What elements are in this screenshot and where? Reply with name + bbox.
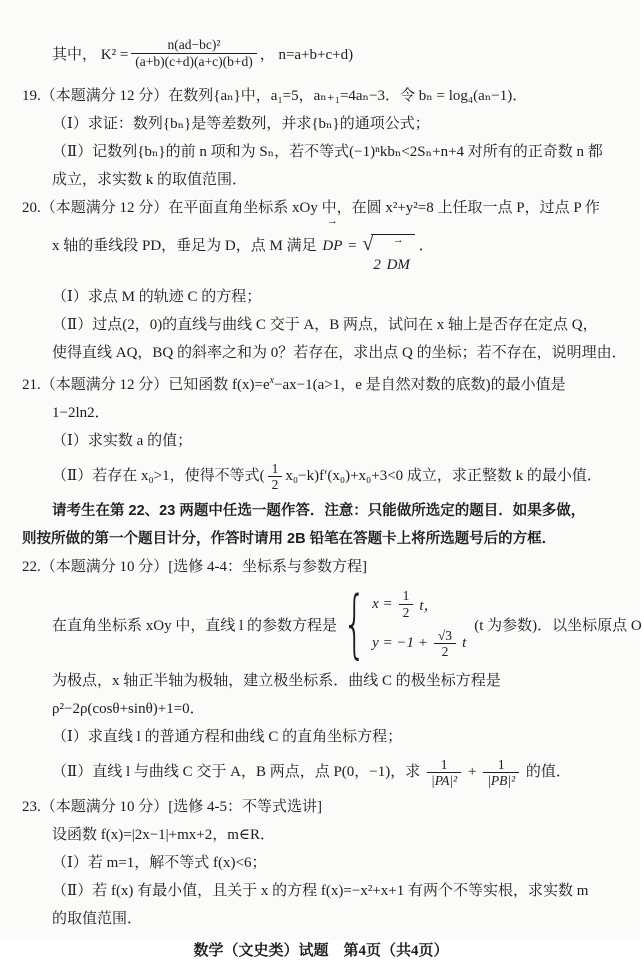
q20-part1: （Ⅰ）求点 M 的轨迹 C 的方程； <box>52 289 262 305</box>
q21-head-pre: 21.（本题满分 12 分）已知函数 f(x)=e <box>22 377 270 393</box>
q22-frac-pa-num: 1 <box>427 757 461 774</box>
q22-frac-pa <box>427 757 461 789</box>
q22-frac-pb <box>483 757 519 789</box>
eq-y-lhs: y = −1 + <box>372 635 428 652</box>
q21-head-post: −ax−1(a>1，e 是自然对数的底数)的最小值是 <box>274 377 566 393</box>
eq-x-frac-den: 2 <box>402 604 410 620</box>
q19-part2-line1: （Ⅱ）记数列{bₙ}的前 n 项和为 Sₙ，若不等式(−1)ⁿkbₙ<2Sₙ+n+4 对所有的正奇数 n 都 <box>52 144 603 160</box>
q21-half-fraction <box>268 461 283 493</box>
eq-y-fraction <box>434 628 456 660</box>
vector-dp <box>322 215 343 264</box>
q20-part2-line2: 使得直线 AQ，BQ 的斜率之和为 0？若存在，求出点 Q 的坐标；若不存在，说明理由． <box>52 345 627 361</box>
q22-part1: （Ⅰ）求直线 l 的普通方程和曲线 C 的直角坐标方程； <box>52 729 403 745</box>
q23-header: 23.（本题满分 10 分）[选修 4-5：不等式选讲] <box>22 799 322 815</box>
q19-part1: （Ⅰ）求证：数列{bₙ}是等差数列，并求{bₙ}的通项公式； <box>52 116 430 132</box>
eq-y-param: t <box>462 635 467 652</box>
q20-equals: = <box>348 238 361 254</box>
radical-sign: √ <box>362 233 374 255</box>
q22-frac-pb-den: |PB|² <box>487 773 516 789</box>
vector-dm <box>386 234 410 283</box>
q20-vector-line <box>52 215 634 283</box>
q21-part2-pre: （Ⅱ）若存在 x₀>1，使得不等式( <box>52 468 265 484</box>
sqrt-body <box>371 234 415 283</box>
parametric-eq-y <box>372 628 466 660</box>
q22-polar-equation: ρ²−2ρ(cosθ+sinθ)+1=0． <box>52 701 205 717</box>
q22-sys-post: (t 为参数)．以坐标原点 O <box>474 617 642 634</box>
q22-part2-post: 的值． <box>525 764 571 780</box>
eq-x-lhs: x = <box>372 595 393 612</box>
parametric-eq-x <box>372 588 466 620</box>
q21-min-value-line: 1−2ln2． <box>52 405 110 421</box>
sqrt-expression <box>362 235 415 283</box>
q21-part1: （Ⅰ）求实数 a 的值； <box>52 433 193 449</box>
q20-vector-pre: x 轴的垂线段 PD，垂足为 D，点 M 满足 <box>52 238 321 254</box>
q20-vector-period: ． <box>418 238 434 254</box>
notice-line1: 请考生在第 22、23 两题中任选一题作答．注意：只能做所选定的题目．如果多做， <box>52 503 586 519</box>
eq-y-frac-den: 2 <box>441 644 449 660</box>
k2-formula-line <box>52 24 634 82</box>
q21-header-line1 <box>22 367 634 399</box>
vector-dm-label: DM <box>386 257 410 273</box>
eq-y-frac-num: √3 <box>434 628 456 645</box>
q22-header: 22.（本题满分 10 分）[选修 4-4：坐标系与参数方程] <box>22 559 367 575</box>
q22-frac-pb-num: 1 <box>483 757 519 774</box>
sqrt-coefficient: 2 <box>373 257 385 273</box>
eq-x-fraction <box>399 588 414 620</box>
page-footer: 数学（文史类）试题 第4页（共4页） <box>193 943 449 959</box>
q22-part2-pre: （Ⅱ）直线 l 与曲线 C 交于 A，B 两点，点 P(0，−1)，求 <box>52 764 421 780</box>
notice-line2: 则按所做的第一个题目计分，作答时请用 2B 铅笔在答题卡上将所选题号后的方框． <box>22 531 557 547</box>
k2-denominator: (a+b)(c+d)(a+c)(b+d) <box>135 53 253 69</box>
k2-fraction <box>131 37 256 69</box>
q19-part2-line2: 成立，求实数 k 的取值范围． <box>52 172 248 188</box>
q23-part1: （Ⅰ）若 m=1，解不等式 f(x)<6； <box>52 855 267 871</box>
vector-arrow-icon: → <box>326 215 338 227</box>
eq-x-frac-num: 1 <box>399 588 414 605</box>
q23-function-setup: 设函数 f(x)=|2x−1|+mx+2，m∈R． <box>52 827 276 843</box>
q22-part2-line <box>52 751 634 793</box>
k2-suffix: ， n=a+b+c+d) <box>259 46 354 63</box>
k2-numerator: n(ad−bc)² <box>131 37 256 54</box>
q23-part2-line1: （Ⅱ）若 f(x) 有最小值，且关于 x 的方程 f(x)=−x²+x+1 有两个不等实根，求实数 m <box>52 883 589 899</box>
q22-parametric-line <box>52 580 642 667</box>
eq-x-param: t， <box>419 597 439 614</box>
q21-part2-post: x₀−k)f′(x₀)+x₀+3<0 成立，求正整数 k 的最小值． <box>285 468 602 484</box>
q21-frac-num: 1 <box>268 461 283 478</box>
q21-exponent: x <box>269 375 275 386</box>
q22-sys-pre: 在直角坐标系 xOy 中，直线 l 的参数方程是 <box>52 617 338 634</box>
vector-arrow-icon: → <box>392 234 404 246</box>
q19-header: 19.（本题满分 12 分）在数列{aₙ}中，a₁=5，aₙ₊₁=4aₙ−3．令 bₙ = log₄(aₙ−1)． <box>22 88 528 104</box>
q22-frac-pa-den: |PA|² <box>431 773 458 789</box>
q22-cont-line1: 为极点，x 轴正半轴为极轴，建立极坐标系．曲线 C 的极坐标方程是 <box>52 673 501 689</box>
q23-part2-line2: 的取值范围． <box>52 911 143 927</box>
q20-part2-line1: （Ⅱ）过点(2，0)的直线与曲线 C 交于 A，B 两点，试问在 x 轴上是否存在定点 Q， <box>52 317 598 333</box>
vector-dp-label: DP <box>322 238 343 254</box>
q21-frac-den: 2 <box>271 477 279 493</box>
system-brace: { <box>342 580 367 667</box>
q22-plus-sign: + <box>467 764 477 780</box>
q21-part2-line <box>52 455 634 497</box>
parametric-equations <box>372 588 466 659</box>
q20-header: 20.（本题满分 12 分）在平面直角坐标系 xOy 中，在圆 x²+y²=8 上任取一点 P，过点 P 作 <box>22 200 600 216</box>
k2-prefix: 其中， K² = <box>52 46 129 63</box>
